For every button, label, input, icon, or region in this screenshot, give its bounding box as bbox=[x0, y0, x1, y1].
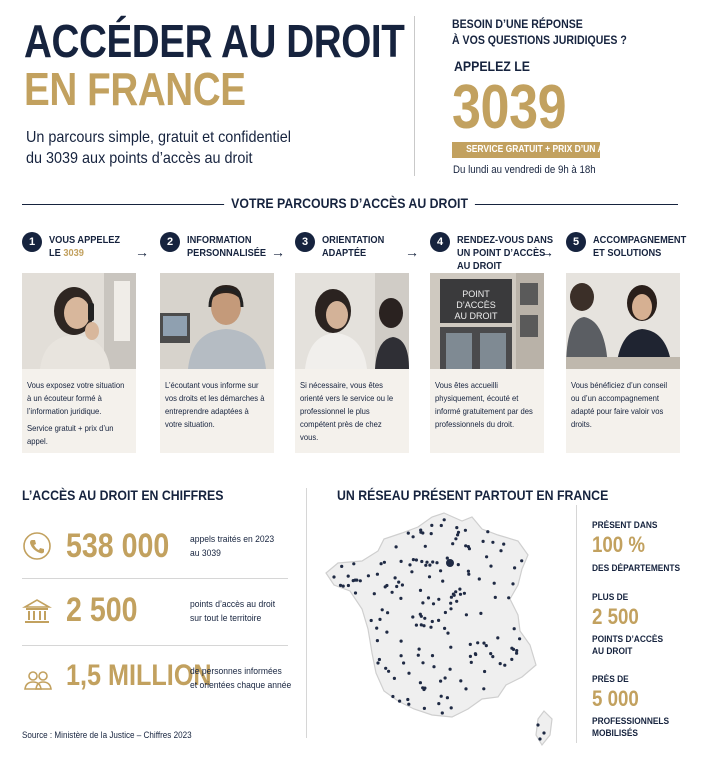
map-point bbox=[513, 627, 516, 630]
map-point bbox=[381, 608, 384, 611]
map-point bbox=[536, 723, 539, 726]
step-text: Vous exposez votre situation à un écouteur formé à l’information juridique. bbox=[27, 380, 125, 416]
map-point bbox=[449, 607, 452, 610]
map-point bbox=[444, 611, 447, 614]
step-card-5 bbox=[566, 273, 680, 453]
map-point bbox=[419, 613, 422, 616]
map-point bbox=[491, 655, 494, 658]
map-point bbox=[520, 559, 523, 562]
network-divider bbox=[306, 488, 307, 738]
callout-question-line-2: À VOS QUESTIONS JURIDIQUES ? bbox=[452, 33, 627, 47]
map-point bbox=[482, 687, 485, 690]
map-point bbox=[373, 592, 376, 595]
map-point bbox=[489, 652, 492, 655]
map-point bbox=[511, 582, 514, 585]
map-point bbox=[518, 637, 521, 640]
map-point bbox=[420, 560, 423, 563]
stat-description bbox=[190, 533, 274, 561]
step-title-highlight: 3039 bbox=[63, 247, 84, 259]
map-point bbox=[395, 585, 398, 588]
step-number: 4 bbox=[430, 232, 450, 252]
phone-icon bbox=[22, 531, 54, 563]
map-point bbox=[401, 583, 404, 586]
map-point bbox=[439, 680, 442, 683]
map-point bbox=[422, 624, 425, 627]
map-point bbox=[431, 620, 434, 623]
map-point bbox=[439, 569, 442, 572]
map-point bbox=[464, 687, 467, 690]
map-point bbox=[332, 575, 335, 578]
map-point bbox=[419, 531, 422, 534]
network-value: 5 000 bbox=[592, 686, 639, 711]
map-point bbox=[496, 636, 499, 639]
map-point bbox=[376, 661, 379, 664]
map-point bbox=[491, 541, 494, 544]
step-description bbox=[27, 379, 128, 452]
network-label-top: PRÈS DE bbox=[592, 674, 629, 685]
map-point bbox=[455, 526, 458, 529]
map-point bbox=[411, 615, 414, 618]
free-service-badge bbox=[452, 142, 626, 158]
step-description bbox=[571, 379, 672, 435]
network-label-bottom bbox=[592, 716, 669, 740]
map-point bbox=[432, 602, 435, 605]
callout-question-line-1: BESOIN D’UNE RÉPONSE bbox=[452, 17, 583, 31]
stat-desc-line-2: et orientées chaque année bbox=[190, 680, 292, 691]
map-point bbox=[452, 593, 455, 596]
stat-value: 538 000 bbox=[66, 527, 170, 565]
stat-divider bbox=[22, 645, 288, 646]
map-point bbox=[415, 624, 418, 627]
map-point bbox=[397, 581, 400, 584]
step-text: Si nécessaire, vous êtes orienté vers le service ou le professionnel le plus compétent près de chez vous. bbox=[300, 380, 394, 442]
map-point bbox=[482, 540, 485, 543]
stat-desc-line-2: au 3039 bbox=[190, 548, 221, 559]
network-label-bottom: DES DÉPARTEMENTS bbox=[592, 563, 681, 574]
step-title-line-1: ACCOMPAGNEMENT bbox=[593, 234, 687, 246]
map-point bbox=[375, 627, 378, 630]
step-description bbox=[435, 379, 536, 435]
page-subtitle bbox=[26, 127, 291, 169]
network-stats-divider bbox=[576, 505, 577, 743]
step-title-line-1: INFORMATION bbox=[187, 234, 252, 246]
map-point bbox=[410, 570, 413, 573]
map-point bbox=[412, 535, 415, 538]
map-point bbox=[499, 549, 502, 552]
step-description bbox=[165, 379, 266, 435]
map-point bbox=[424, 545, 427, 548]
map-point bbox=[347, 584, 350, 587]
map-point bbox=[464, 529, 467, 532]
network-value: 2 500 bbox=[592, 604, 639, 629]
map-point bbox=[424, 564, 427, 567]
map-point bbox=[483, 670, 486, 673]
network-label-bottom-line-1: PROFESSIONNELS bbox=[592, 716, 670, 727]
journey-section-title bbox=[0, 195, 700, 211]
map-point bbox=[394, 576, 397, 579]
map-point bbox=[340, 565, 343, 568]
map-point bbox=[464, 544, 467, 547]
map-point bbox=[383, 561, 386, 564]
map-point bbox=[427, 596, 430, 599]
step-title-line-2: UN POINT D’ACCÈS bbox=[457, 247, 546, 259]
step-number: 5 bbox=[566, 232, 586, 252]
map-point bbox=[467, 570, 470, 573]
network-label-top: PRÉSENT DANS bbox=[592, 520, 658, 531]
map-point bbox=[507, 596, 510, 599]
map-point bbox=[387, 670, 390, 673]
man-with-headset-photo bbox=[160, 273, 274, 369]
building-facade-photo bbox=[430, 273, 544, 369]
map-point bbox=[378, 658, 381, 661]
step-number: 2 bbox=[160, 232, 180, 252]
map-point bbox=[459, 679, 462, 682]
map-point bbox=[451, 542, 454, 545]
map-point bbox=[421, 601, 424, 604]
map-point bbox=[421, 661, 424, 664]
stat-desc-line-1: de personnes informées bbox=[190, 666, 282, 677]
map-point bbox=[450, 706, 453, 709]
map-point bbox=[376, 639, 379, 642]
step-title-line-2 bbox=[49, 247, 146, 260]
map-point bbox=[469, 655, 472, 658]
stats-section-title: L’ACCÈS AU DROIT EN CHIFFRES bbox=[22, 487, 224, 503]
step-card-1 bbox=[22, 273, 136, 453]
map-point bbox=[393, 677, 396, 680]
stat-desc-line-1: points d’accès au droit bbox=[190, 599, 276, 610]
map-point bbox=[370, 619, 373, 622]
map-point bbox=[493, 582, 496, 585]
step-title-line-2: ADAPTÉE bbox=[322, 247, 367, 259]
map-point bbox=[423, 707, 426, 710]
map-point bbox=[502, 543, 505, 546]
step-number: 3 bbox=[295, 232, 315, 252]
map-point bbox=[458, 588, 461, 591]
map-point bbox=[443, 518, 446, 521]
step-number: 1 bbox=[22, 232, 42, 252]
map-point bbox=[449, 602, 452, 605]
map-point bbox=[399, 597, 402, 600]
woman-on-phone-photo bbox=[22, 273, 136, 369]
map-point bbox=[420, 623, 423, 626]
map-point bbox=[494, 596, 497, 599]
subtitle-line-2: du 3039 aux points d’accès au droit bbox=[26, 150, 253, 167]
map-point bbox=[449, 646, 452, 649]
journey-section-title-text: VOTRE PARCOURS D’ACCÈS AU DROIT bbox=[225, 195, 476, 211]
stat-description bbox=[190, 665, 291, 693]
map-point bbox=[430, 524, 433, 527]
map-point bbox=[378, 618, 381, 621]
map-point bbox=[423, 617, 426, 620]
map-point bbox=[463, 592, 466, 595]
arrow-right-icon: → bbox=[135, 244, 149, 260]
map-point bbox=[437, 619, 440, 622]
map-point bbox=[437, 702, 440, 705]
page-title-line-2: EN FRANCE bbox=[24, 63, 246, 115]
map-point bbox=[482, 642, 485, 645]
network-label-bottom bbox=[592, 634, 663, 658]
step-title-line-1: RENDEZ-VOUS DANS bbox=[457, 234, 554, 246]
consultation-meeting-photo bbox=[566, 273, 680, 369]
step-title bbox=[187, 234, 284, 260]
map-point bbox=[400, 654, 403, 657]
map-point bbox=[385, 584, 388, 587]
step-card-2 bbox=[160, 273, 274, 453]
map-point bbox=[510, 647, 513, 650]
map-point bbox=[430, 532, 433, 535]
map-point bbox=[440, 695, 443, 698]
arrow-right-icon: → bbox=[405, 244, 419, 260]
map-point bbox=[510, 658, 513, 661]
map-point bbox=[446, 632, 449, 635]
step-title-line-3: AU DROIT bbox=[457, 260, 502, 272]
map-point bbox=[400, 640, 403, 643]
network-section-title: UN RÉSEAU PRÉSENT PARTOUT EN FRANCE bbox=[337, 487, 609, 503]
map-point bbox=[479, 612, 482, 615]
step-title bbox=[49, 234, 146, 260]
map-point bbox=[457, 563, 460, 566]
map-point bbox=[467, 573, 470, 576]
source-note: Source : Ministère de la Justice – Chiffres 2023 bbox=[22, 730, 192, 740]
map-point bbox=[513, 566, 516, 569]
map-point bbox=[339, 584, 342, 587]
arrow-right-icon: → bbox=[540, 244, 554, 260]
map-point bbox=[391, 695, 394, 698]
map-point bbox=[485, 555, 488, 558]
map-point bbox=[446, 557, 449, 560]
map-point bbox=[418, 648, 421, 651]
stat-value: 2 500 bbox=[66, 591, 138, 629]
map-point bbox=[380, 562, 383, 565]
map-point bbox=[469, 643, 472, 646]
map-point bbox=[352, 562, 355, 565]
stat-desc-line-1: appels traités en 2023 bbox=[190, 534, 275, 545]
step-title-line-2: ET SOLUTIONS bbox=[593, 247, 662, 259]
page-title-line-1: ACCÉDER AU DROIT bbox=[24, 15, 405, 67]
map-point bbox=[355, 579, 358, 582]
step-card-4 bbox=[430, 273, 544, 453]
map-point bbox=[406, 698, 409, 701]
map-point bbox=[538, 737, 541, 740]
header-divider bbox=[414, 16, 415, 176]
map-point bbox=[417, 654, 420, 657]
map-point bbox=[359, 579, 362, 582]
call-label: APPELEZ LE bbox=[454, 58, 530, 74]
map-point bbox=[431, 560, 434, 563]
map-point bbox=[454, 590, 457, 593]
opening-hours: Du lundi au vendredi de 9h à 18h bbox=[453, 164, 596, 176]
map-point bbox=[446, 696, 449, 699]
network-label-bottom-line-1: POINTS D’ACCÈS bbox=[592, 634, 664, 645]
people-icon bbox=[22, 665, 54, 697]
step-title-prefix: LE bbox=[49, 247, 64, 259]
building-sign-line-2: AU DROIT bbox=[454, 311, 498, 321]
map-point bbox=[386, 611, 389, 614]
stat-divider bbox=[22, 578, 288, 579]
step-description bbox=[300, 379, 401, 448]
map-point bbox=[441, 580, 444, 583]
map-point bbox=[476, 641, 479, 644]
map-point bbox=[376, 573, 379, 576]
map-point bbox=[354, 591, 357, 594]
network-label-bottom-line-2: AU DROIT bbox=[592, 646, 633, 657]
map-point bbox=[515, 652, 518, 655]
network-label-top: PLUS DE bbox=[592, 592, 629, 603]
map-point bbox=[455, 600, 458, 603]
map-point-paris bbox=[446, 559, 454, 567]
map-point bbox=[435, 561, 438, 564]
map-point bbox=[503, 664, 506, 667]
step-title-line-2: PERSONNALISÉE bbox=[187, 247, 267, 259]
map-point bbox=[384, 667, 387, 670]
step-title-line-1: ORIENTATION bbox=[322, 234, 385, 246]
step-card-3 bbox=[295, 273, 409, 453]
map-point bbox=[391, 591, 394, 594]
map-point bbox=[432, 665, 435, 668]
map-point bbox=[412, 558, 415, 561]
map-point bbox=[443, 627, 446, 630]
map-point bbox=[352, 579, 355, 582]
map-point bbox=[474, 652, 477, 655]
free-service-badge-text: SERVICE GRATUIT + PRIX D’UN APPEL bbox=[466, 144, 626, 155]
map-point bbox=[437, 598, 440, 601]
map-point bbox=[428, 575, 431, 578]
map-point bbox=[456, 533, 459, 536]
map-point bbox=[419, 589, 422, 592]
map-point bbox=[542, 731, 545, 734]
subtitle-line-1: Un parcours simple, gratuit et confidentiel bbox=[26, 129, 291, 146]
map-point bbox=[400, 560, 403, 563]
map-point bbox=[398, 700, 401, 703]
network-value: 100 % bbox=[592, 532, 646, 557]
map-point bbox=[429, 626, 432, 629]
map-point bbox=[489, 565, 492, 568]
map-point bbox=[465, 613, 468, 616]
step-note: Service gratuit + prix d’un appel. bbox=[27, 423, 114, 446]
map-point bbox=[441, 711, 444, 714]
step-title bbox=[593, 234, 690, 260]
map-point bbox=[485, 644, 488, 647]
map-point bbox=[347, 575, 350, 578]
map-point bbox=[402, 661, 405, 664]
map-point bbox=[440, 524, 443, 527]
map-point bbox=[431, 654, 434, 657]
stat-value: 1,5 MILLION bbox=[66, 659, 212, 692]
france-map-icon bbox=[322, 505, 562, 753]
step-title-line-1: VOUS APPELEZ bbox=[49, 234, 121, 246]
stat-desc-line-2: sur tout le territoire bbox=[190, 613, 262, 624]
map-point bbox=[407, 672, 410, 675]
map-point bbox=[342, 585, 345, 588]
map-point bbox=[407, 703, 410, 706]
step-text: Vous bénéficiez d’un conseil ou d’un accompagnement adapté pour faire valoir vos droits. bbox=[571, 380, 668, 429]
callout-question bbox=[452, 16, 627, 48]
courthouse-icon bbox=[22, 596, 54, 628]
building-sign bbox=[448, 289, 504, 322]
map-point bbox=[408, 563, 411, 566]
map-point bbox=[367, 574, 370, 577]
network-label-bottom-line-2: MOBILISÉS bbox=[592, 728, 638, 739]
map-point bbox=[499, 662, 502, 665]
map-point bbox=[385, 631, 388, 634]
phone-number[interactable]: 3039 bbox=[452, 73, 567, 142]
woman-at-desk-photo bbox=[295, 273, 409, 369]
map-point bbox=[415, 558, 418, 561]
map-point bbox=[459, 593, 462, 596]
map-point bbox=[449, 668, 452, 671]
map-point bbox=[450, 596, 453, 599]
map-point bbox=[428, 564, 431, 567]
map-point bbox=[407, 532, 410, 535]
building-sign-line-1: POINT D’ACCÈS bbox=[456, 289, 496, 310]
map-point bbox=[486, 530, 489, 533]
map-point bbox=[470, 661, 473, 664]
map-point bbox=[419, 681, 422, 684]
map-point bbox=[444, 676, 447, 679]
map-point bbox=[454, 537, 457, 540]
map-point bbox=[423, 687, 426, 690]
map-point bbox=[395, 545, 398, 548]
step-text: Vous êtes accueilli physiquement, écouté et informé gratuitement par des professionnels du droit. bbox=[435, 380, 533, 429]
map-point bbox=[478, 577, 481, 580]
stat-description bbox=[190, 598, 275, 626]
map-point bbox=[425, 561, 428, 564]
map-point bbox=[468, 547, 471, 550]
step-text: L’écoutant vous informe sur vos droits et les démarches à entreprendre adaptées à votre situation. bbox=[165, 380, 265, 429]
arrow-right-icon: → bbox=[271, 244, 285, 260]
